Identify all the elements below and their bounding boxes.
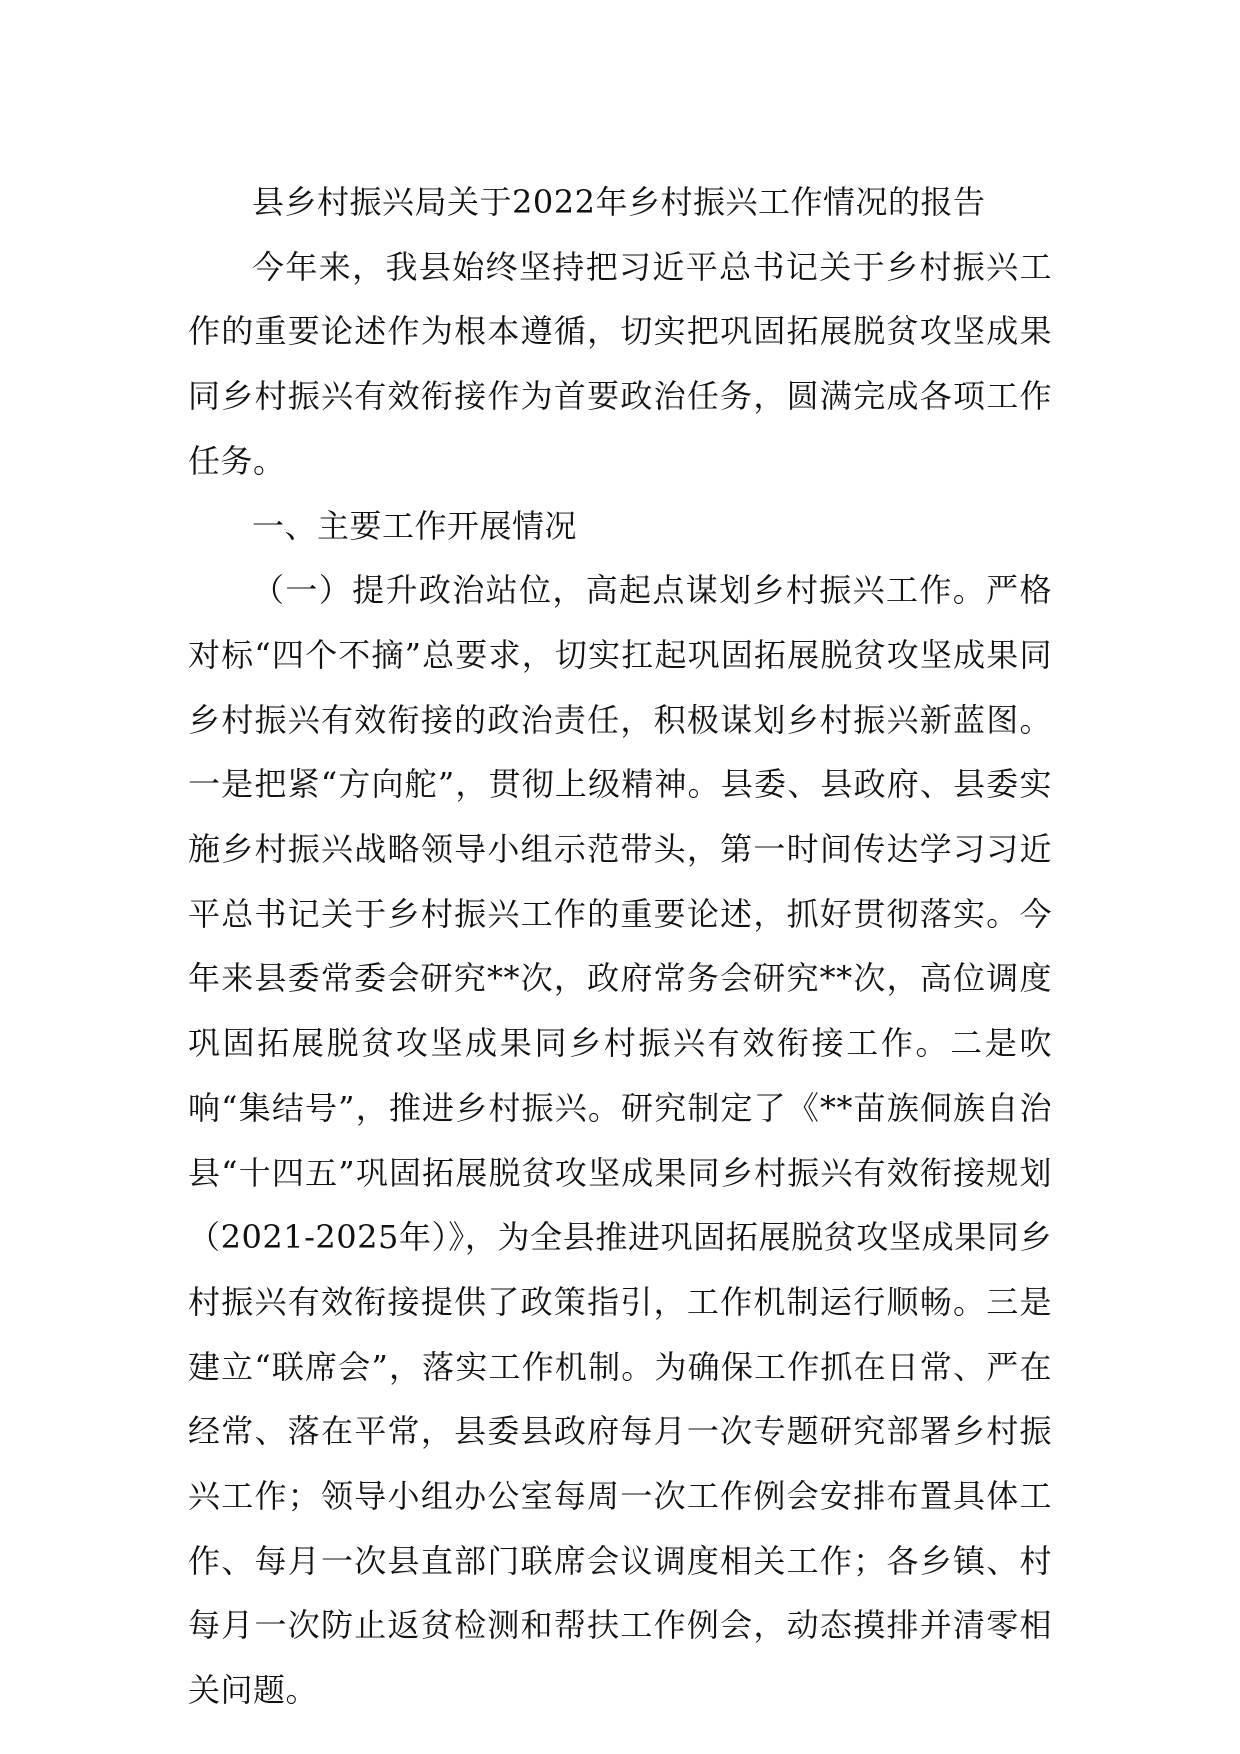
document-body xyxy=(188,170,1052,1723)
document-title: 县乡村振兴局关于2022年乡村振兴工作情况的报告 xyxy=(252,183,986,221)
section-heading: 一、主要工作开展情况 xyxy=(252,506,578,545)
intro-paragraph: 今年来，我县始终坚持把习近平总书记关于乡村振兴工作的重要论述作为根本遵循，切实把巩固拓展脱贫攻坚成果同乡村振兴有效衔接作为首要政治任务，圆满完成各项工作任务。 xyxy=(188,247,1052,480)
subsection-paragraph: （一）提升政治站位，高起点谋划乡村振兴工作。严格对标“四个不摘”总要求，切实扛起巩固拓展脱贫攻坚成果同乡村振兴有效衔接的政治责任，积极谋划乡村振兴新蓝图。一是把紧“方向舵”，贯彻上级精神。县委、县政府、县委实施乡村振兴战略领导小组示范带头，第一时间传达学习习近平总书记关于乡村振兴工作的重要论述，抓好贯彻落实。今年来县委常委会研究**次，政府常务会研究**次，高位调度巩固拓展脱贫攻坚成果同乡村振兴有效衔接工作。二是吹响“集结号”，推进乡村振兴。研究制定了《**苗族侗族自治县“十四五”巩固拓展脱贫攻坚成果同乡村振兴有效衔接规划（2021-2025年）》，为全县推进巩固拓展脱贫攻坚成果同乡村振兴有效衔接提供了政策指引，工作机制运行顺畅。三是建立“联席会”，落实工作机制。为确保工作抓在日常、严在经常、落在平常，县委县政府每月一次专题研究部署乡村振兴工作；领导小组办公室每周一次工作例会安排布置具体工作、每月一次县直部门联席会议调度相关工作；各乡镇、村每月一次防止返贫检测和帮扶工作例会，动态摸排并清零相关问题。 xyxy=(188,571,1052,1710)
